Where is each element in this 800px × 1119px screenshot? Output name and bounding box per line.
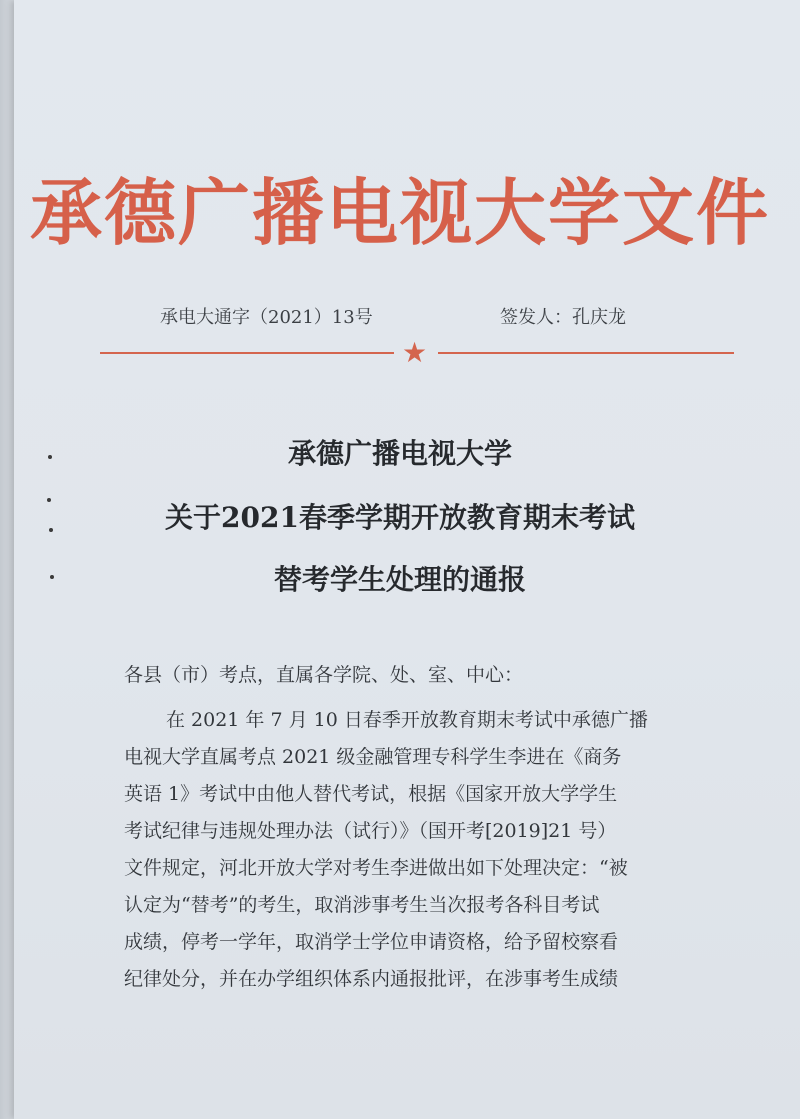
body-line: 认定为“替考”的考生，取消涉事考生当次报考各科目考试 [124, 894, 600, 916]
notice-title-line-1: 承德广播电视大学 [287, 437, 512, 470]
body-line: 英语 1》考试中由他人替代考试，根据《国家开放大学学生 [124, 783, 618, 805]
margin-dot [49, 528, 53, 532]
document-signer: 签发人：孔庆龙 [500, 307, 626, 328]
body-line: 文件规定，河北开放大学对考生李进做出如下处理决定：“被 [124, 857, 628, 879]
body-line: 成绩，停考一学年，取消学士学位申请资格，给予留校察看 [124, 931, 619, 953]
addressee-line: 各县（市）考点，直属各学院、处、室、中心： [124, 664, 524, 686]
body-line: 纪律处分，并在办学组织体系内通报批评，在涉事考生成绩 [124, 968, 619, 990]
document-number: 承电大通字（2021）13号 [160, 307, 373, 328]
body-line: 在 2021 年 7 月 10 日春季开放教育期末考试中承德广播 [166, 709, 648, 731]
body-line: 考试纪律与违规处理办法（试行）》（国开考[2019]21 号） [124, 820, 617, 842]
notice-title-line-2: 关于2021春季学期开放教育期末考试 [165, 501, 635, 534]
margin-dot [48, 455, 52, 459]
margin-dot [50, 575, 54, 579]
red-rule-left [100, 352, 394, 354]
red-rule-right [438, 352, 734, 354]
red-star-icon: ★ [402, 336, 428, 369]
notice-title-line-3: 替考学生处理的通报 [273, 563, 526, 596]
margin-dot [47, 498, 51, 502]
body-line: 电视大学直属考点 2021 级金融管理专科学生李进在《商务 [124, 746, 622, 768]
document-masthead: 承德广播电视大学文件 [29, 170, 770, 255]
